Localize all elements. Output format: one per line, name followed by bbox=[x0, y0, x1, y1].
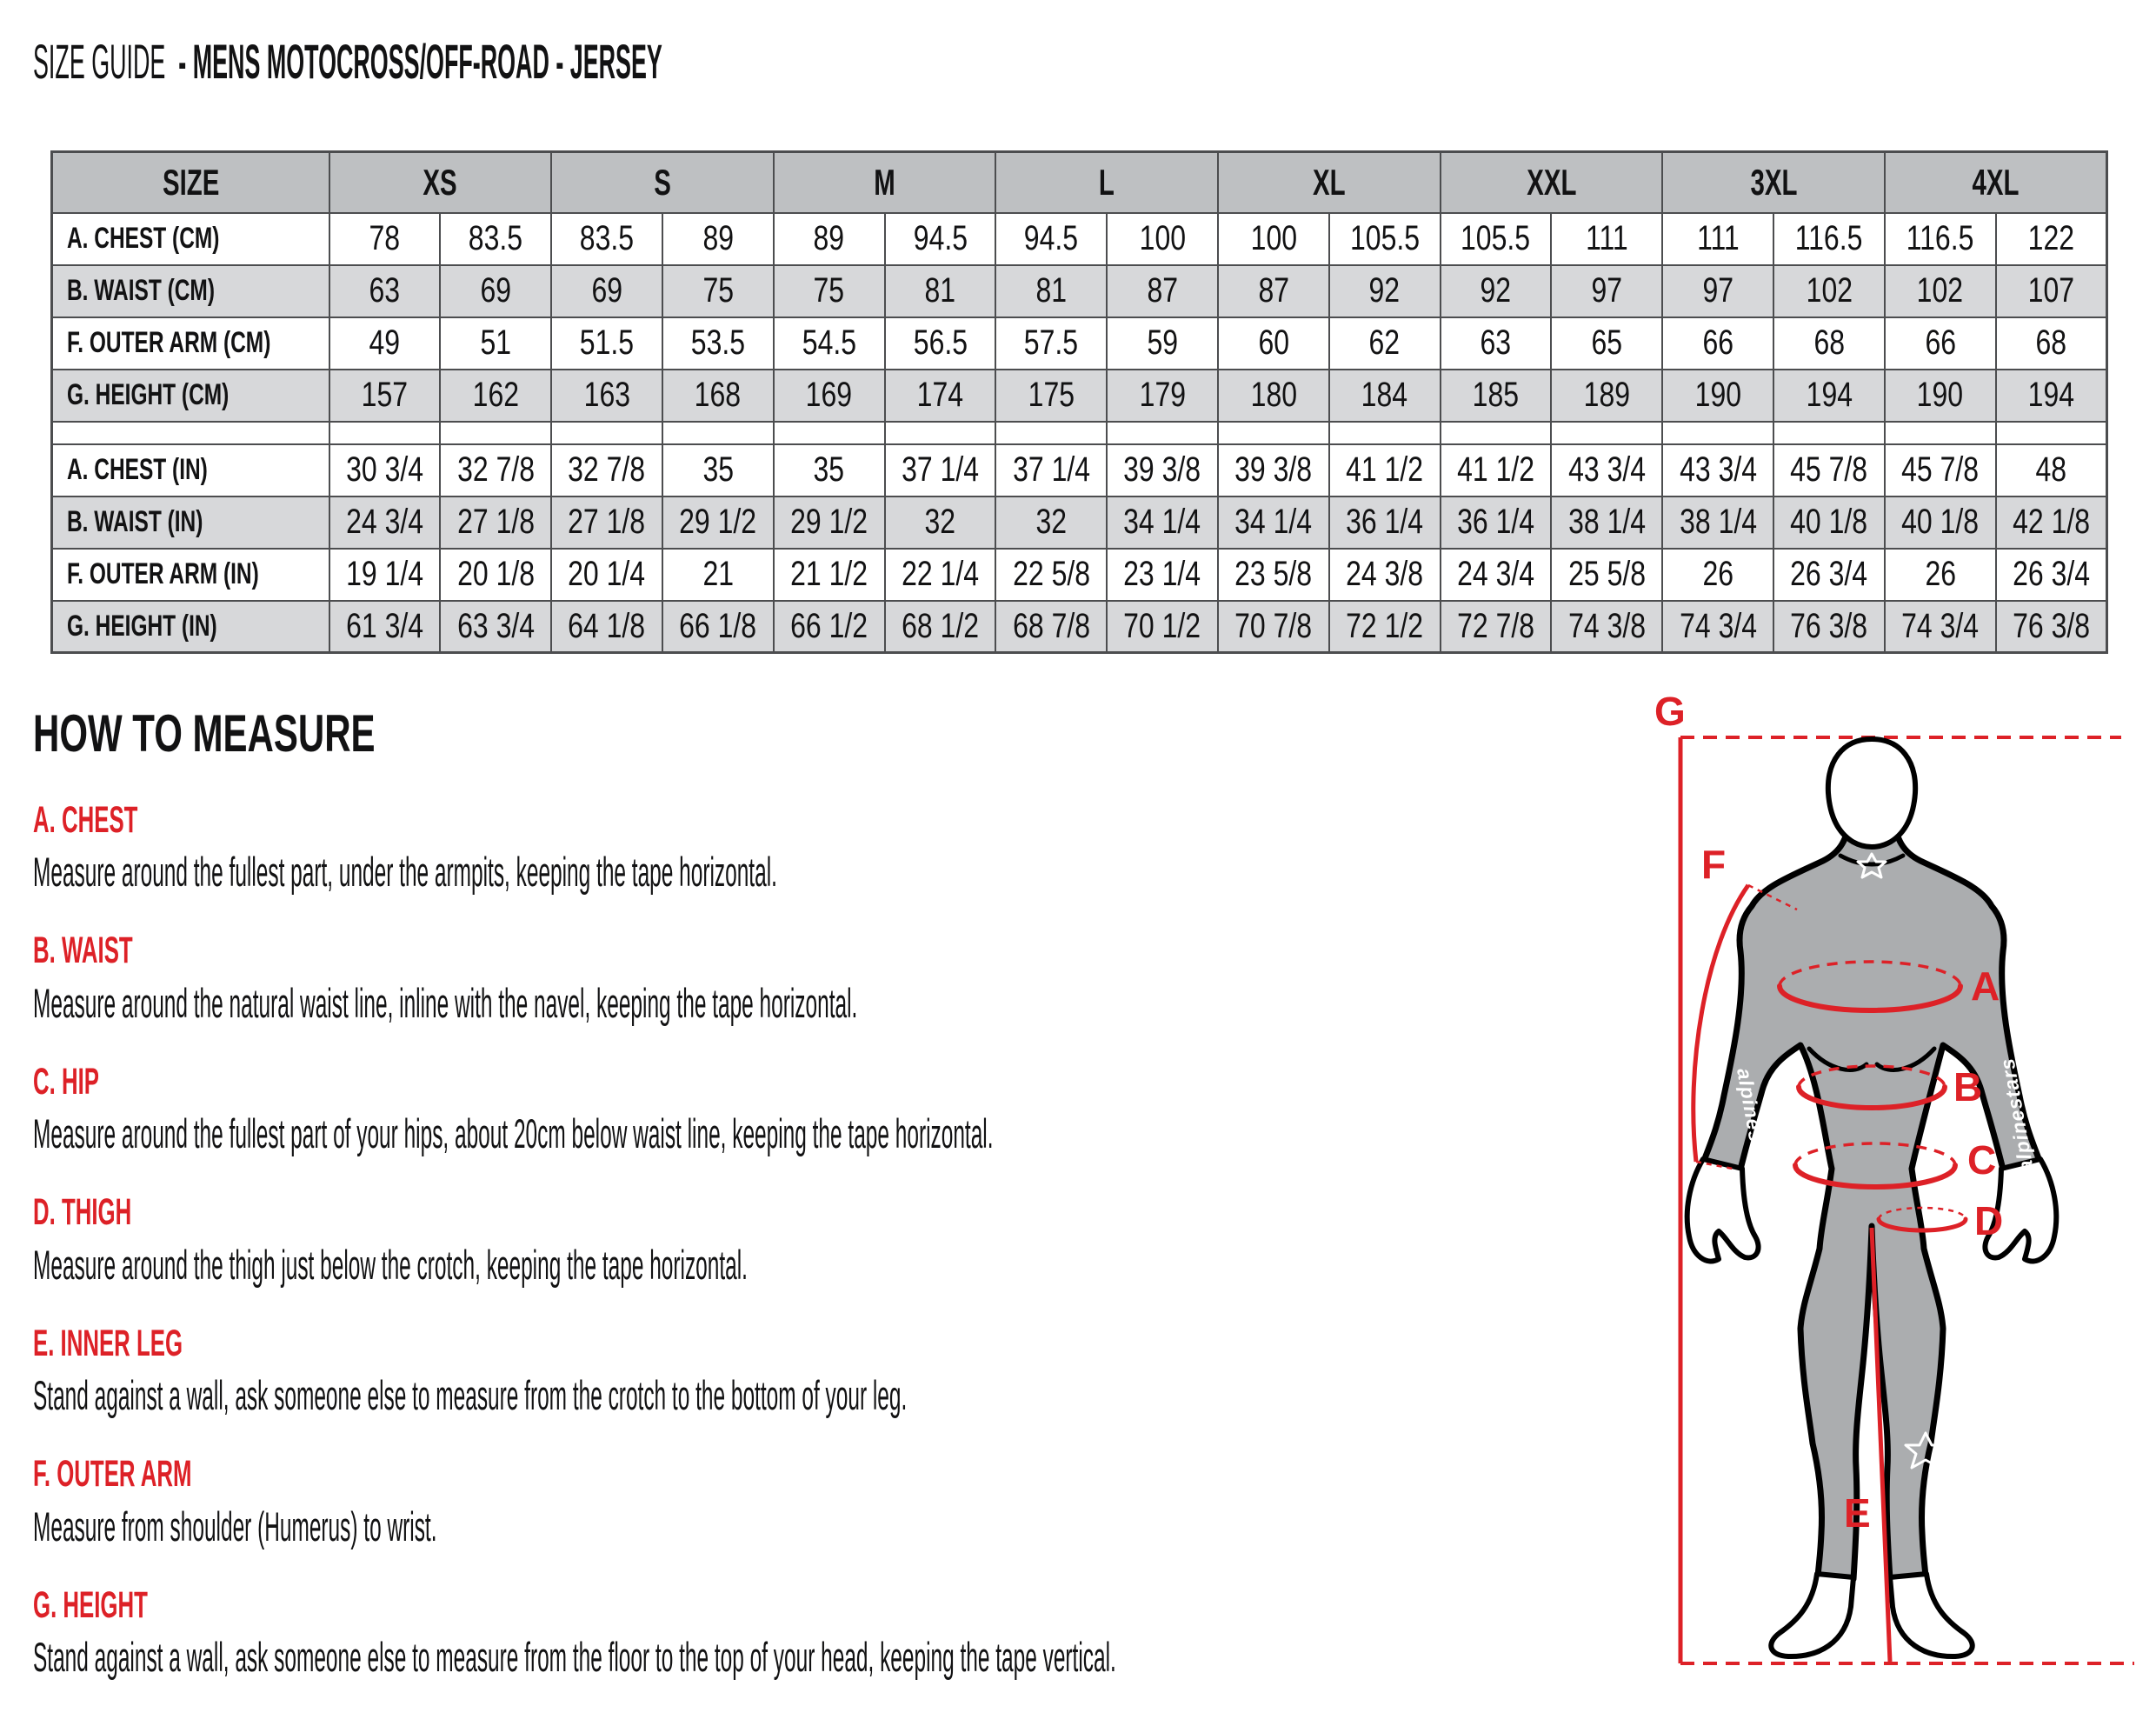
value-cell: 70 7/8 bbox=[1218, 601, 1329, 653]
value-cell: 43 3/4 bbox=[1662, 444, 1773, 496]
value-cell: 94.5 bbox=[995, 213, 1107, 265]
value-cell: 87 bbox=[1107, 265, 1218, 317]
value-cell: 97 bbox=[1662, 265, 1773, 317]
spacer-cell bbox=[1329, 422, 1441, 444]
head bbox=[1828, 739, 1915, 847]
row-label-cell: B. WAIST (CM) bbox=[52, 265, 329, 317]
spacer-cell bbox=[1441, 422, 1552, 444]
value-cell: 34 1/4 bbox=[1218, 496, 1329, 549]
diagram-label-d: D bbox=[1974, 1198, 2004, 1243]
spacer-cell bbox=[52, 422, 329, 444]
body-figure bbox=[1704, 814, 2040, 1579]
value-cell: 57.5 bbox=[995, 317, 1107, 370]
table-row bbox=[52, 444, 2107, 496]
size-table bbox=[50, 150, 2108, 654]
spacer-cell bbox=[1885, 422, 1996, 444]
measure-section-text: Stand against a wall, ask someone else to measure from the floor to the top of your head, keeping the tape vertical. bbox=[33, 1634, 1116, 1681]
table-row bbox=[52, 265, 2107, 317]
measure-section-text: Measure around the fullest part of your hips, about 20cm below waist line, keeping the tape horizontal. bbox=[33, 1110, 994, 1157]
diagram-label-c: C bbox=[1967, 1137, 1997, 1183]
value-cell: 100 bbox=[1107, 213, 1218, 265]
value-cell: 26 bbox=[1662, 549, 1773, 601]
value-cell: 102 bbox=[1885, 265, 1996, 317]
value-cell: 20 1/8 bbox=[440, 549, 551, 601]
how-to-measure-heading: HOW TO MEASURE bbox=[33, 704, 376, 763]
value-cell: 185 bbox=[1441, 370, 1552, 422]
table-row bbox=[52, 496, 2107, 549]
measure-section bbox=[33, 930, 1607, 1026]
size-header-cell: SIZE bbox=[52, 152, 329, 213]
row-label-cell: F. OUTER ARM (CM) bbox=[52, 317, 329, 370]
value-cell: 63 3/4 bbox=[440, 601, 551, 653]
value-cell: 105.5 bbox=[1441, 213, 1552, 265]
value-cell: 66 bbox=[1662, 317, 1773, 370]
value-cell: 78 bbox=[329, 213, 441, 265]
spacer-cell bbox=[774, 422, 885, 444]
value-cell: 111 bbox=[1551, 213, 1662, 265]
value-cell: 69 bbox=[551, 265, 662, 317]
value-cell: 76 3/8 bbox=[1773, 601, 1885, 653]
value-cell: 66 1/8 bbox=[662, 601, 774, 653]
measure-section-heading: D. THIGH bbox=[33, 1191, 132, 1234]
value-cell: 83.5 bbox=[440, 213, 551, 265]
value-cell: 157 bbox=[329, 370, 441, 422]
left-foot bbox=[1771, 1574, 1853, 1656]
value-cell: 35 bbox=[774, 444, 885, 496]
row-label-cell: A. CHEST (CM) bbox=[52, 213, 329, 265]
table-row bbox=[52, 549, 2107, 601]
value-cell: 37 1/4 bbox=[995, 444, 1107, 496]
value-cell: 169 bbox=[774, 370, 885, 422]
value-cell: 26 3/4 bbox=[1773, 549, 1885, 601]
measure-section bbox=[33, 799, 1607, 896]
measure-section bbox=[33, 1322, 1607, 1419]
diagram-label-f: F bbox=[1701, 842, 1727, 887]
value-cell: 32 7/8 bbox=[551, 444, 662, 496]
measure-section-text: Measure around the thigh just below the crotch, keeping the tape horizontal. bbox=[33, 1241, 748, 1288]
value-cell: 30 3/4 bbox=[329, 444, 441, 496]
value-cell: 97 bbox=[1551, 265, 1662, 317]
value-cell: 54.5 bbox=[774, 317, 885, 370]
value-cell: 74 3/4 bbox=[1885, 601, 1996, 653]
value-cell: 32 bbox=[885, 496, 996, 549]
value-cell: 66 1/2 bbox=[774, 601, 885, 653]
value-cell: 36 1/4 bbox=[1441, 496, 1552, 549]
value-cell: 68 bbox=[1996, 317, 2107, 370]
row-label-cell: G. HEIGHT (CM) bbox=[52, 370, 329, 422]
value-cell: 23 5/8 bbox=[1218, 549, 1329, 601]
value-cell: 49 bbox=[329, 317, 441, 370]
right-foot bbox=[1890, 1574, 1973, 1656]
value-cell: 24 3/4 bbox=[329, 496, 441, 549]
spacer-row bbox=[52, 422, 2107, 444]
value-cell: 72 7/8 bbox=[1441, 601, 1552, 653]
value-cell: 43 3/4 bbox=[1551, 444, 1662, 496]
value-cell: 81 bbox=[995, 265, 1107, 317]
value-cell: 37 1/4 bbox=[885, 444, 996, 496]
value-cell: 87 bbox=[1218, 265, 1329, 317]
value-cell: 116.5 bbox=[1885, 213, 1996, 265]
row-label-cell: G. HEIGHT (IN) bbox=[52, 601, 329, 653]
diagram-label-g: G bbox=[1654, 689, 1686, 734]
value-cell: 174 bbox=[885, 370, 996, 422]
value-cell: 23 1/4 bbox=[1107, 549, 1218, 601]
value-cell: 74 3/4 bbox=[1662, 601, 1773, 653]
value-cell: 68 7/8 bbox=[995, 601, 1107, 653]
row-label-cell: B. WAIST (IN) bbox=[52, 496, 329, 549]
value-cell: 21 bbox=[662, 549, 774, 601]
value-cell: 24 3/4 bbox=[1441, 549, 1552, 601]
value-cell: 107 bbox=[1996, 265, 2107, 317]
spacer-cell bbox=[1551, 422, 1662, 444]
row-label-cell: A. CHEST (IN) bbox=[52, 444, 329, 496]
value-cell: 26 3/4 bbox=[1996, 549, 2107, 601]
value-cell: 45 7/8 bbox=[1885, 444, 1996, 496]
page-title bbox=[33, 35, 1344, 89]
value-cell: 63 bbox=[1441, 317, 1552, 370]
measure-section-text: Stand against a wall, ask someone else to measure from the crotch to the bottom of your leg. bbox=[33, 1372, 908, 1419]
value-cell: 51.5 bbox=[551, 317, 662, 370]
size-column-header: 3XL bbox=[1662, 152, 1885, 213]
size-column-header: L bbox=[995, 152, 1218, 213]
value-cell: 38 1/4 bbox=[1662, 496, 1773, 549]
size-column-header: XXL bbox=[1441, 152, 1663, 213]
spacer-cell bbox=[551, 422, 662, 444]
diagram-label-e: E bbox=[1844, 1490, 1871, 1536]
row-label-cell: F. OUTER ARM (IN) bbox=[52, 549, 329, 601]
value-cell: 38 1/4 bbox=[1551, 496, 1662, 549]
measurement-diagram bbox=[1647, 685, 2147, 1726]
value-cell: 40 1/8 bbox=[1885, 496, 1996, 549]
size-column-header: XS bbox=[329, 152, 552, 213]
spacer-cell bbox=[329, 422, 441, 444]
size-column-header: S bbox=[551, 152, 774, 213]
left-sleeve-brand-text: alpinestars bbox=[1733, 1066, 1775, 1184]
value-cell: 60 bbox=[1218, 317, 1329, 370]
measure-section-heading: C. HIP bbox=[33, 1060, 99, 1103]
value-cell: 72 1/2 bbox=[1329, 601, 1441, 653]
value-cell: 190 bbox=[1662, 370, 1773, 422]
measure-section bbox=[33, 1455, 1607, 1547]
value-cell: 111 bbox=[1662, 213, 1773, 265]
value-cell: 66 bbox=[1885, 317, 1996, 370]
measure-section-heading: G. HEIGHT bbox=[33, 1583, 148, 1626]
value-cell: 189 bbox=[1551, 370, 1662, 422]
value-cell: 27 1/8 bbox=[440, 496, 551, 549]
diagram-label-a: A bbox=[1971, 963, 2000, 1009]
measure-sections bbox=[33, 799, 1607, 1681]
value-cell: 194 bbox=[1996, 370, 2107, 422]
page-title-prefix: SIZE GUIDE bbox=[33, 34, 166, 89]
value-cell: 20 1/4 bbox=[551, 549, 662, 601]
value-cell: 168 bbox=[662, 370, 774, 422]
measure-section-heading: E. INNER LEG bbox=[33, 1322, 183, 1364]
value-cell: 92 bbox=[1441, 265, 1552, 317]
diagram-label-b: B bbox=[1953, 1064, 1983, 1110]
value-cell: 179 bbox=[1107, 370, 1218, 422]
value-cell: 61 3/4 bbox=[329, 601, 441, 653]
value-cell: 116.5 bbox=[1773, 213, 1885, 265]
value-cell: 29 1/2 bbox=[662, 496, 774, 549]
value-cell: 21 1/2 bbox=[774, 549, 885, 601]
right-sleeve-brand-text: alpinestars bbox=[1995, 1056, 2038, 1174]
left-hand bbox=[1687, 1159, 1759, 1261]
value-cell: 83.5 bbox=[551, 213, 662, 265]
value-cell: 45 7/8 bbox=[1773, 444, 1885, 496]
measure-section bbox=[33, 1060, 1607, 1157]
value-cell: 63 bbox=[329, 265, 441, 317]
size-table-head bbox=[52, 152, 2107, 213]
value-cell: 190 bbox=[1885, 370, 1996, 422]
value-cell: 76 3/8 bbox=[1996, 601, 2107, 653]
value-cell: 35 bbox=[662, 444, 774, 496]
value-cell: 68 bbox=[1773, 317, 1885, 370]
value-cell: 40 1/8 bbox=[1773, 496, 1885, 549]
value-cell: 70 1/2 bbox=[1107, 601, 1218, 653]
value-cell: 48 bbox=[1996, 444, 2107, 496]
size-table-header-row bbox=[52, 152, 2107, 213]
value-cell: 22 1/4 bbox=[885, 549, 996, 601]
value-cell: 39 3/8 bbox=[1218, 444, 1329, 496]
measure-section-heading: A. CHEST bbox=[33, 799, 138, 841]
value-cell: 89 bbox=[774, 213, 885, 265]
value-cell: 180 bbox=[1218, 370, 1329, 422]
size-table-body bbox=[52, 213, 2107, 653]
value-cell: 32 bbox=[995, 496, 1107, 549]
size-column-header: 4XL bbox=[1885, 152, 2107, 213]
value-cell: 65 bbox=[1551, 317, 1662, 370]
measure-section-text: Measure around the fullest part, under the armpits, keeping the tape horizontal. bbox=[33, 849, 777, 896]
value-cell: 175 bbox=[995, 370, 1107, 422]
value-cell: 42 1/8 bbox=[1996, 496, 2107, 549]
value-cell: 51 bbox=[440, 317, 551, 370]
spacer-cell bbox=[1218, 422, 1329, 444]
value-cell: 162 bbox=[440, 370, 551, 422]
value-cell: 34 1/4 bbox=[1107, 496, 1218, 549]
value-cell: 32 7/8 bbox=[440, 444, 551, 496]
table-row bbox=[52, 601, 2107, 653]
measure-section-text: Measure around the natural waist line, inline with the navel, keeping the tape horizontal. bbox=[33, 979, 858, 1026]
value-cell: 62 bbox=[1329, 317, 1441, 370]
spacer-cell bbox=[1996, 422, 2107, 444]
value-cell: 100 bbox=[1218, 213, 1329, 265]
value-cell: 81 bbox=[885, 265, 996, 317]
size-column-header: XL bbox=[1218, 152, 1441, 213]
measure-section bbox=[33, 1583, 1607, 1681]
measure-section-heading: B. WAIST bbox=[33, 930, 133, 972]
value-cell: 64 1/8 bbox=[551, 601, 662, 653]
value-cell: 105.5 bbox=[1329, 213, 1441, 265]
value-cell: 41 1/2 bbox=[1441, 444, 1552, 496]
spacer-cell bbox=[662, 422, 774, 444]
spacer-cell bbox=[995, 422, 1107, 444]
value-cell: 75 bbox=[774, 265, 885, 317]
page-title-product: - MENS MOTOCROSS/OFF-ROAD - JERSEY bbox=[178, 34, 662, 89]
value-cell: 74 3/8 bbox=[1551, 601, 1662, 653]
measure-section-text: Measure from shoulder (Humerus) to wrist. bbox=[33, 1503, 437, 1549]
value-cell: 163 bbox=[551, 370, 662, 422]
spacer-cell bbox=[1773, 422, 1885, 444]
value-cell: 68 1/2 bbox=[885, 601, 996, 653]
value-cell: 92 bbox=[1329, 265, 1441, 317]
value-cell: 184 bbox=[1329, 370, 1441, 422]
measure-section bbox=[33, 1191, 1607, 1288]
spacer-cell bbox=[1107, 422, 1218, 444]
spacer-cell bbox=[440, 422, 551, 444]
spacer-cell bbox=[885, 422, 996, 444]
value-cell: 56.5 bbox=[885, 317, 996, 370]
value-cell: 19 1/4 bbox=[329, 549, 441, 601]
value-cell: 41 1/2 bbox=[1329, 444, 1441, 496]
table-row bbox=[52, 370, 2107, 422]
size-column-header: M bbox=[774, 152, 996, 213]
value-cell: 122 bbox=[1996, 213, 2107, 265]
value-cell: 25 5/8 bbox=[1551, 549, 1662, 601]
value-cell: 59 bbox=[1107, 317, 1218, 370]
value-cell: 26 bbox=[1885, 549, 1996, 601]
value-cell: 22 5/8 bbox=[995, 549, 1107, 601]
value-cell: 53.5 bbox=[662, 317, 774, 370]
value-cell: 94.5 bbox=[885, 213, 996, 265]
value-cell: 69 bbox=[440, 265, 551, 317]
value-cell: 194 bbox=[1773, 370, 1885, 422]
value-cell: 102 bbox=[1773, 265, 1885, 317]
value-cell: 27 1/8 bbox=[551, 496, 662, 549]
value-cell: 29 1/2 bbox=[774, 496, 885, 549]
value-cell: 89 bbox=[662, 213, 774, 265]
table-row bbox=[52, 317, 2107, 370]
value-cell: 24 3/8 bbox=[1329, 549, 1441, 601]
value-cell: 36 1/4 bbox=[1329, 496, 1441, 549]
value-cell: 75 bbox=[662, 265, 774, 317]
table-row bbox=[52, 213, 2107, 265]
value-cell: 39 3/8 bbox=[1107, 444, 1218, 496]
measure-section-heading: F. OUTER ARM bbox=[33, 1453, 192, 1496]
how-to-measure bbox=[33, 706, 1607, 1716]
spacer-cell bbox=[1662, 422, 1773, 444]
